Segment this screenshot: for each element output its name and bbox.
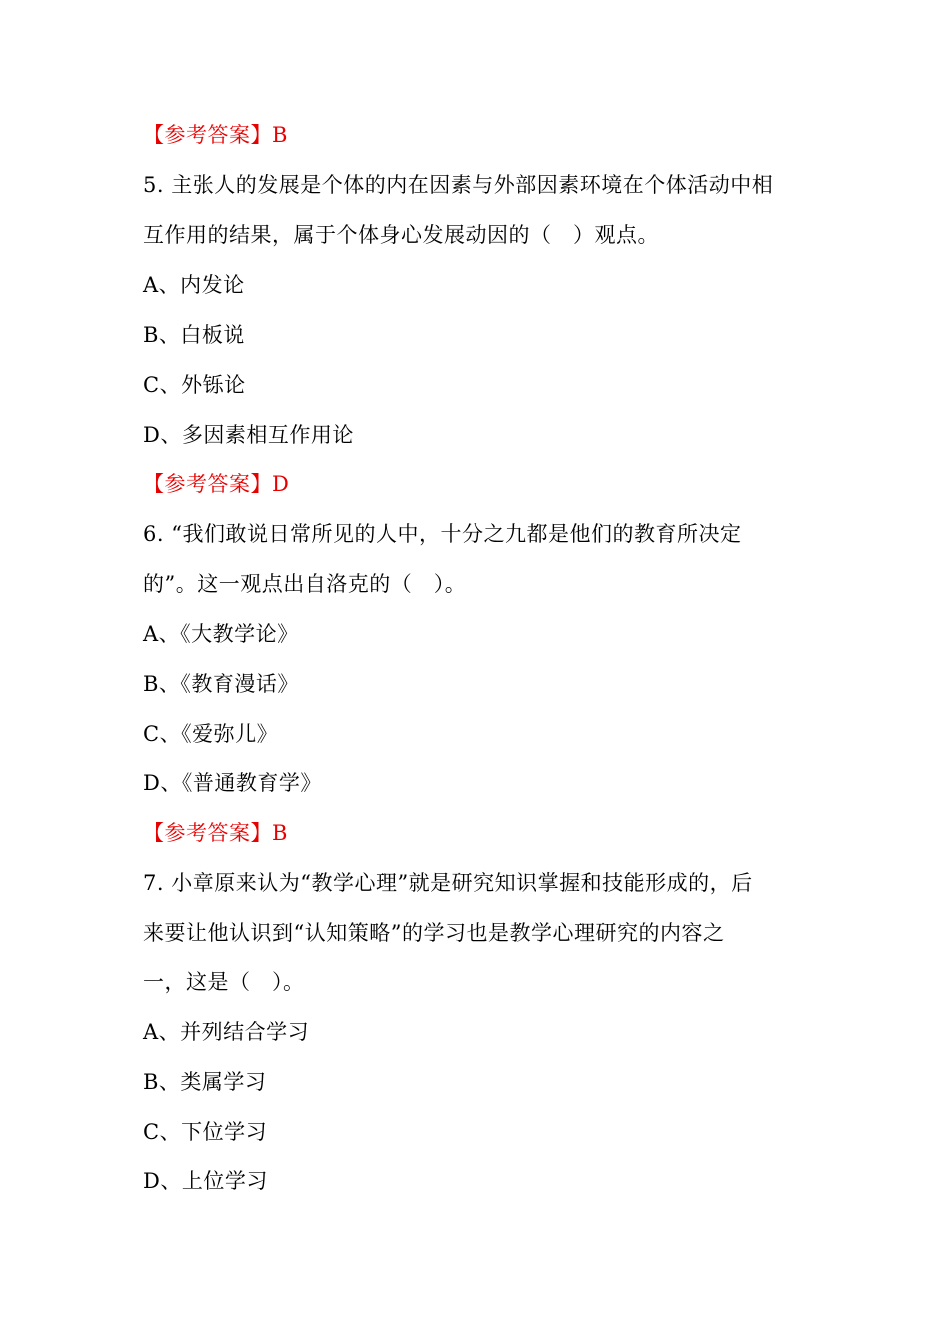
question-6-option-d: D、《普通教育学》 [143, 771, 322, 795]
question-6-option-b: B、《教育漫话》 [143, 672, 299, 696]
answer-line-q6 [143, 818, 813, 848]
question-7-option-a: A、并列结合学习 [143, 1020, 310, 1044]
question-5-option-c: C、外铄论 [143, 373, 246, 397]
question-5-option-a: A、内发论 [143, 273, 245, 297]
answer-value: D [272, 472, 290, 496]
question-5-stem-line-2: 互作用的结果，属于个体身心发展动因的（ ）观点。 [143, 223, 659, 247]
answer-label: 【参考答案】 [143, 123, 272, 147]
question-7-stem-line-3: 一，这是（ ）。 [143, 970, 305, 994]
question-6-option-c: C、《爱弥儿》 [143, 722, 279, 746]
answer-label: 【参考答案】 [143, 821, 272, 845]
question-7-stem-line-1: 7. 小章原来认为“教学心理”就是研究知识掌握和技能形成的，后 [143, 871, 753, 895]
question-5-option-b: B、白板说 [143, 323, 245, 347]
question-7-option-d: D、上位学习 [143, 1169, 268, 1193]
question-7-stem-line-2: 来要让他认识到“认知策略”的学习也是教学心理研究的内容之 [143, 921, 725, 945]
question-5-stem-line-1: 5. 主张人的发展是个体的内在因素与外部因素环境在个体活动中相 [143, 173, 774, 197]
question-5-option-d: D、多因素相互作用论 [143, 423, 354, 447]
answer-label: 【参考答案】 [143, 472, 272, 496]
answer-line-q5 [143, 469, 813, 499]
answer-value: B [272, 821, 288, 845]
question-7-option-b: B、类属学习 [143, 1070, 267, 1094]
question-6-stem-line-2: 的”。这一观点出自洛克的（ ）。 [143, 572, 467, 596]
question-6-stem-line-1: 6. “我们敢说日常所见的人中，十分之九都是他们的教育所决定 [143, 522, 742, 546]
question-7-option-c: C、下位学习 [143, 1120, 268, 1144]
answer-value: B [272, 123, 288, 147]
question-6-option-a: A、《大教学论》 [143, 622, 299, 646]
answer-line-q4 [143, 120, 813, 150]
